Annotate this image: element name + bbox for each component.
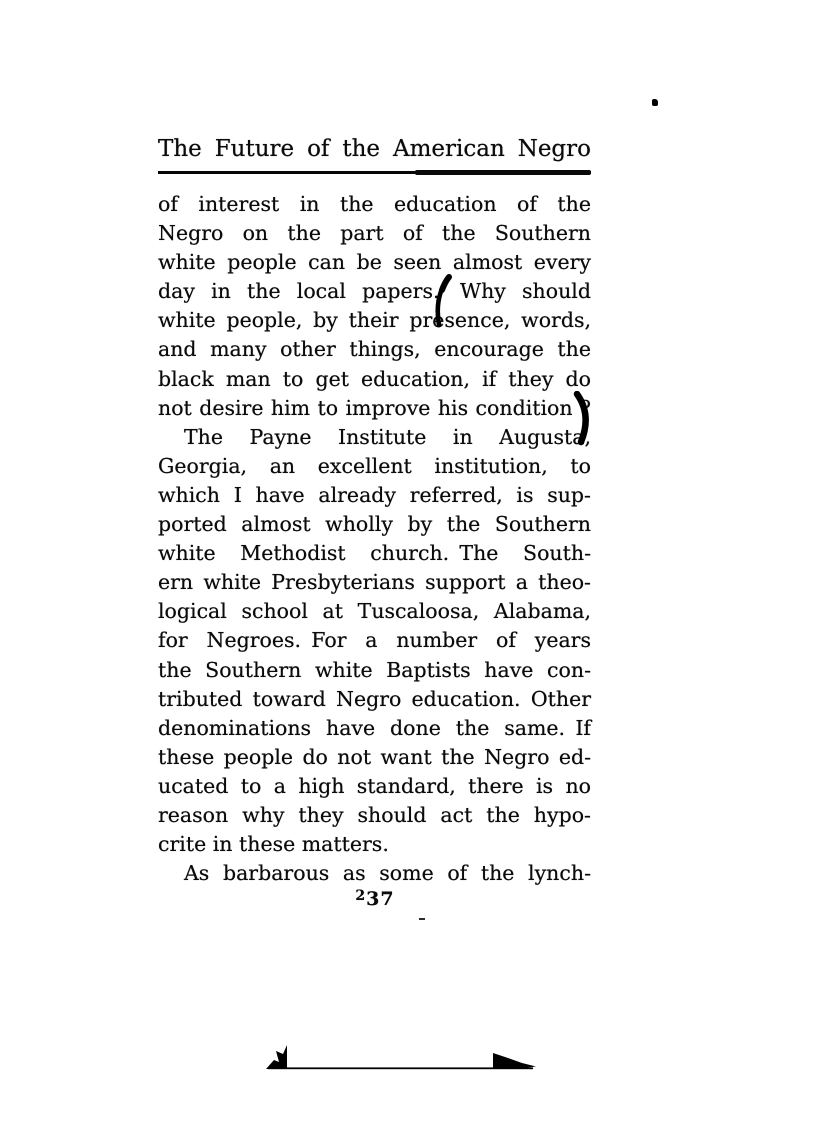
- text-line: ucated to a high standard, there is no: [158, 773, 591, 798]
- text-line: Georgia, an excellent institution, to: [158, 453, 591, 478]
- text-line: for Negroes. For a number of years: [158, 628, 591, 653]
- text-line: these people do not want the Negro ed-: [158, 744, 591, 769]
- text-line: denominations have done the same. If: [158, 715, 591, 740]
- text-line: the Southern white Baptists have con-: [158, 657, 591, 682]
- text-line: logical school at Tuscaloosa, Alabama,: [158, 599, 591, 624]
- text-line: tributed toward Negro education. Other: [158, 686, 591, 711]
- ink-speck: [652, 99, 658, 106]
- text-line: crite in these matters.: [158, 832, 389, 857]
- text-line: reason why they should act the hypo-: [158, 802, 591, 827]
- handwritten-open-paren-mark: [430, 274, 455, 332]
- text-line: white Methodist church. The South-: [158, 541, 591, 566]
- page-number-rest-digits: 37: [366, 888, 395, 910]
- text-line: Negro on the part of the Southern: [158, 221, 591, 246]
- text-line: The Payne Institute in Augusta,: [184, 424, 591, 449]
- page-number-leading-digit: 2: [355, 888, 367, 904]
- text-line: black man to get education, if they do: [158, 366, 591, 391]
- next-page-arrow-icon[interactable]: [493, 1053, 536, 1069]
- text-line: ported almost wholly by the Southern: [158, 512, 591, 537]
- bottom-nav-strip: [260, 1042, 545, 1074]
- header-rule-smudge: [415, 170, 591, 175]
- handwritten-close-paren-mark: [571, 391, 596, 447]
- prev-page-arrow-icon[interactable]: [266, 1045, 287, 1069]
- text-line: which I have already referred, is sup-: [158, 482, 591, 507]
- text-line: ern white Presbyterians support a theo-: [158, 570, 591, 595]
- text-block: [158, 190, 591, 888]
- text-line: not desire him to improve his condition ?: [158, 395, 591, 420]
- text-line: white people can be seen almost every: [158, 250, 591, 275]
- text-line: and many other things, encourage the: [158, 337, 591, 362]
- text-line: white people, by their presence, words,: [158, 308, 591, 333]
- small-ink-dash: [419, 918, 425, 920]
- text-line: As barbarous as some of the lynch-: [184, 861, 591, 886]
- running-header-title: The Future of the American Negro: [158, 136, 591, 162]
- text-line: of interest in the education of the: [158, 192, 591, 216]
- page-number: [332, 888, 418, 914]
- text-line: day in the local papers. Why should: [158, 279, 591, 304]
